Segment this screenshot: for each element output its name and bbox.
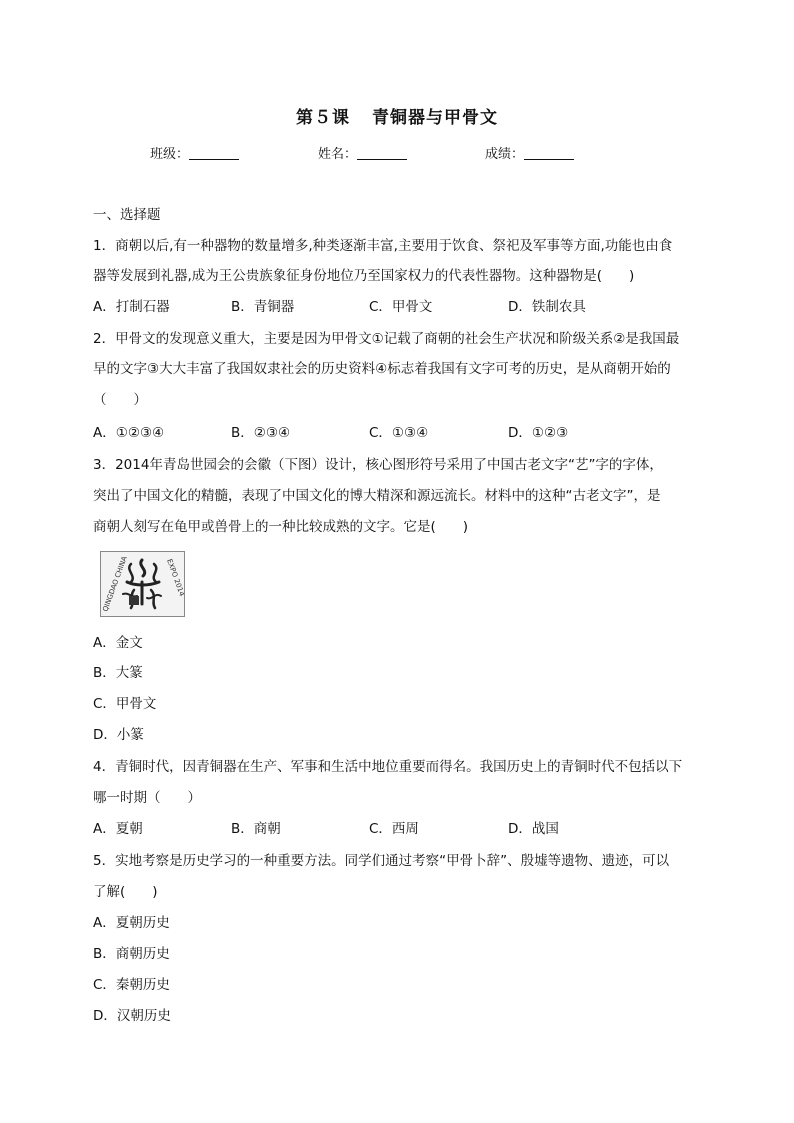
q2-option-d[interactable]: D．①②③: [508, 425, 569, 441]
logo-right-lettering: EXPO 2014: [165, 557, 184, 598]
q4-option-b[interactable]: B．商朝: [231, 821, 281, 837]
q2-text-line2: 早的文字③大大丰富了我国奴隶社会的历史资料④标志着我国有文字可考的历史，是从商朝开始的: [93, 361, 671, 377]
q1-text-line2: 器等发展到礼器,成为王公贵族象征身份地位乃至国家权力的代表性器物。这种器物是( ): [93, 268, 635, 284]
q4-option-a[interactable]: A．夏朝: [93, 821, 143, 837]
score-label: 成绩：: [485, 147, 525, 162]
page-title: [0, 103, 794, 128]
name-field: [318, 143, 407, 162]
q1-option-c[interactable]: C．甲骨文: [369, 299, 433, 315]
q2-option-b[interactable]: B．②③④: [231, 425, 291, 441]
name-blank[interactable]: [357, 147, 407, 160]
expo-logo-icon: [101, 552, 184, 616]
name-label: 姓名：: [318, 147, 358, 162]
q4-option-d[interactable]: D．战国: [508, 821, 559, 837]
score-blank[interactable]: [524, 147, 574, 160]
q2-text-line3: （ ）: [93, 392, 147, 408]
lesson-topic: 青铜器与甲骨文: [372, 108, 498, 128]
section-heading: 一、选择题: [93, 207, 161, 223]
expo-logo-image: [100, 551, 185, 617]
lesson-number: 第５课: [296, 108, 350, 128]
q3-option-c[interactable]: C．甲骨文: [93, 696, 157, 712]
q3-text-line1: 3．2014年青岛世园会的会徽（下图）设计，核心图形符号采用了中国古老文字“艺”字的字体，: [93, 457, 663, 473]
class-label: 班级：: [150, 147, 190, 162]
q3-option-b[interactable]: B．大篆: [93, 665, 143, 681]
q2-option-a[interactable]: A．①②③④: [93, 425, 165, 441]
q1-option-a[interactable]: A．打制石器: [93, 299, 170, 315]
q1-option-b[interactable]: B．青铜器: [231, 299, 295, 315]
q3-text-line3: 商朝人刻写在龟甲或兽骨上的一种比较成熟的文字。它是( ): [93, 519, 469, 535]
q1-text-line1: 1．商朝以后,有一种器物的数量增多,种类逐渐丰富,主要用于饮食、祭祀及军事等方面,功能也由食: [93, 238, 673, 254]
q5-option-c[interactable]: C．秦朝历史: [93, 977, 170, 993]
q1-option-d[interactable]: D．铁制农具: [508, 299, 586, 315]
q5-option-b[interactable]: B．商朝历史: [93, 946, 170, 962]
q4-option-c[interactable]: C．西周: [369, 821, 419, 837]
q5-text-line2: 了解( ): [93, 884, 158, 900]
q3-text-line2: 突出了中国文化的精髓，表现了中国文化的博大精深和源远流长。材料中的这种“古老文字”，是: [93, 488, 661, 504]
class-blank[interactable]: [189, 147, 239, 160]
q3-option-d[interactable]: D．小篆: [93, 727, 144, 743]
q5-text-line1: 5．实地考察是历史学习的一种重要方法。同学们通过考察“甲骨卜辞”、殷墟等遗物、遗迹，可以: [93, 853, 670, 869]
q2-option-c[interactable]: C．①③④: [369, 425, 429, 441]
q5-option-d[interactable]: D．汉朝历史: [93, 1008, 171, 1024]
logo-left-lettering: QINGDAO CHINA: [101, 555, 129, 613]
score-field: [485, 143, 574, 162]
q5-option-a[interactable]: A．夏朝历史: [93, 915, 170, 931]
q2-text-line1: 2．甲骨文的发现意义重大，主要是因为甲骨文①记载了商朝的社会生产状况和阶级关系②是我国最: [93, 331, 680, 347]
q3-option-a[interactable]: A．金文: [93, 635, 143, 651]
q4-text-line1: 4．青铜时代，因青铜器在生产、军事和生活中地位重要而得名。我国历史上的青铜时代不包括以下: [93, 759, 683, 775]
q4-text-line2: 哪一时期（ ）: [93, 790, 201, 806]
class-field: [150, 143, 239, 162]
